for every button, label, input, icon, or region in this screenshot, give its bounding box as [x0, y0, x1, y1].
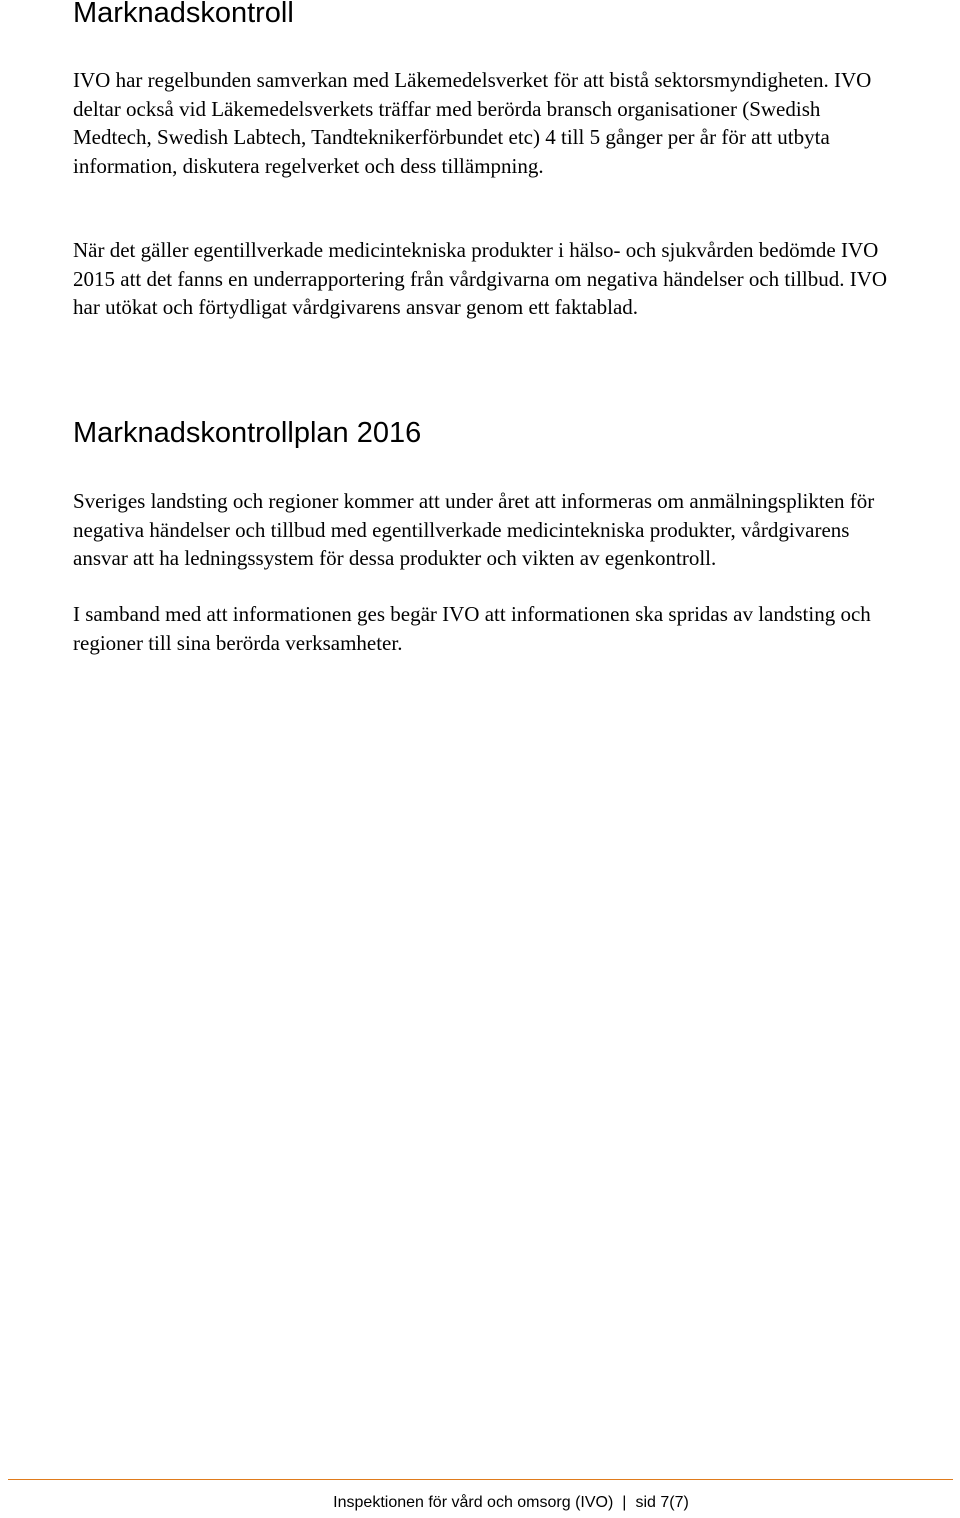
section-heading-marknadskontroll: Marknadskontroll: [73, 0, 294, 29]
paragraph-samverkan: IVO har regelbunden samverkan med Läkemedelsverket för att bistå sektorsmyndigheten. IVO deltar också vid Läkemedelsverkets träffar med berörda bransch organisationer (Swedish Medtech, Swedish Labtech, Tandteknikerförbundet etc) 4 till 5 gånger per år för att utbyta information, diskutera regelverket och dess tillämpning.: [73, 68, 872, 178]
page-footer: [0, 1492, 960, 1514]
footer-organization: Inspektionen för vård och omsorg (IVO): [333, 1494, 614, 1511]
footer-separator: |: [622, 1494, 627, 1511]
paragraph-egentillverkade: När det gäller egentillverkade medicintekniska produkter i hälso- och sjukvården bedömde IVO 2015 att det fanns en underrapportering från vårdgivarna om negativa händelser och tillbud. IVO har utökat och förtydligat vårdgivarens ansvar genom ett faktablad.: [73, 238, 888, 319]
section-heading-marknadskontrollplan: Marknadskontrollplan 2016: [73, 417, 422, 449]
paragraph-spridning: I samband med att informationen ges begär IVO att informationen ska spridas av landsting och regioner till sina berörda verksamheter.: [73, 602, 871, 655]
footer-divider: [8, 1479, 953, 1480]
paragraph-landsting-information: Sveriges landsting och regioner kommer att under året att informeras om anmälningsplikten för negativa händelser och tillbud med egentillverkade medicintekniska produkter, vårdgivarens ansvar att ha ledningssystem för dessa produkter och vikten av egenkontroll.: [73, 489, 875, 570]
footer-page-number: sid 7(7): [635, 1494, 689, 1511]
